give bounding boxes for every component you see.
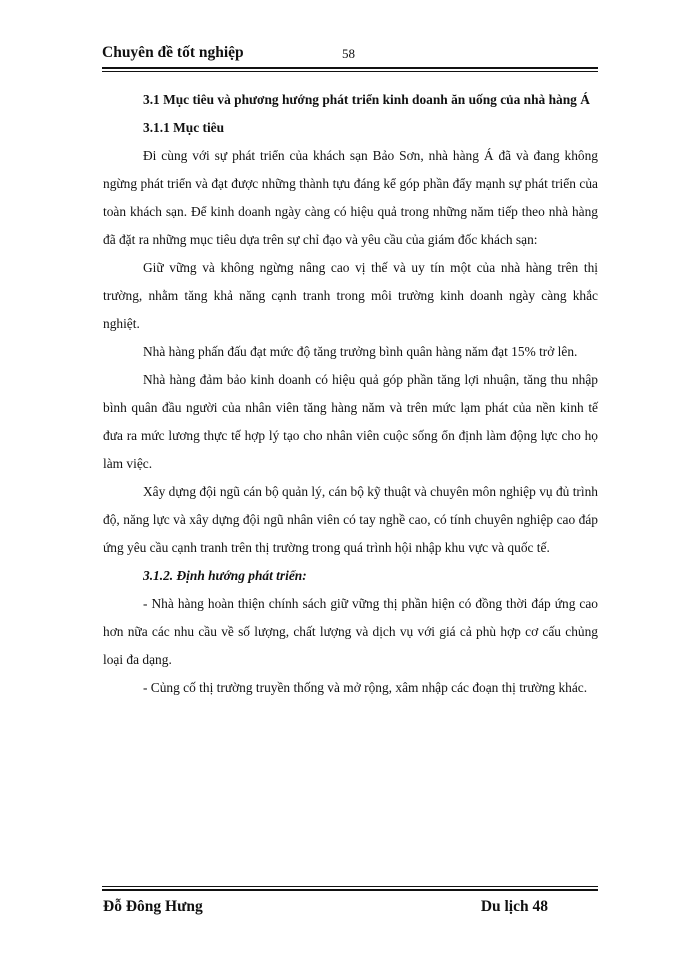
header-rule-thick [102, 67, 598, 69]
footer-class-label: Du lịch 48 [480, 898, 548, 915]
page-header [102, 44, 598, 68]
paragraph: Giữ vững và không ngừng nâng cao vị thế và uy tín một của nhà hàng trên thị trường, nhằm tăng khả năng cạnh tranh trong môi trường kinh doanh ngày càng khắc nghiệt. [103, 260, 598, 331]
header-rule-thin [102, 71, 598, 72]
subsection-heading-direction: 3.1.2. Định hướng phát triển: [143, 568, 307, 583]
footer-author: Đỗ Đông Hưng [103, 898, 203, 915]
footer-rule-thick [102, 889, 598, 891]
header-page-number: 58 [342, 46, 355, 61]
section-heading: 3.1 Mục tiêu và phương hướng phát triển kinh doanh ăn uống của nhà hàng Á [143, 92, 590, 107]
footer-rule-thin [102, 886, 598, 887]
subsection-heading-goals: 3.1.1 Mục tiêu [143, 120, 225, 135]
paragraph: Xây dựng đội ngũ cán bộ quản lý, cán bộ kỹ thuật và chuyên môn nghiệp vụ đủ trình độ, năng lực và xây dựng đội ngũ nhân viên có tay nghề cao, có tính chuyên nghiệp cao đáp ứng yêu cầu cạnh tranh trên thị trường trong quá trình hội nhập khu vực và quốc tế. [103, 484, 598, 555]
document-body [103, 86, 598, 702]
header-title: Chuyên đề tốt nghiệp [102, 44, 244, 61]
paragraph: Đi cùng với sự phát triển của khách sạn Bảo Sơn, nhà hàng Á đã và đang không ngừng phát triển và đạt được những thành tựu đáng kể góp phần đẩy mạnh sự phát triển của toàn khách sạn. Để kinh doanh ngày càng có hiệu quả trong những năm tiếp theo nhà hàng đã đặt ra những mục tiêu dựa trên sự chỉ đạo và yêu cầu của giám đốc khách sạn: [103, 148, 598, 247]
bullet-paragraph: - Nhà hàng hoàn thiện chính sách giữ vững thị phần hiện có đồng thời đáp ứng cao hơn nữa các nhu cầu về số lượng, chất lượng và dịch vụ với giá cả phù hợp cơ cấu chủng loại đa dạng. [103, 596, 598, 667]
paragraph: Nhà hàng đảm bảo kinh doanh có hiệu quả góp phần tăng lợi nhuận, tăng thu nhập bình quân đầu người của nhân viên tăng hàng năm và trên mức lạm phát của nền kinh tế đưa ra mức lương thực tế hợp lý tạo cho nhân viên cuộc sống ổn định làm động lực cho họ làm việc. [103, 372, 598, 471]
paragraph: Nhà hàng phấn đấu đạt mức độ tăng trưởng bình quân hàng năm đạt 15% trở lên. [143, 344, 578, 359]
bullet-paragraph: - Củng cố thị trường truyền thống và mở rộng, xâm nhập các đoạn thị trường khác. [143, 680, 588, 695]
